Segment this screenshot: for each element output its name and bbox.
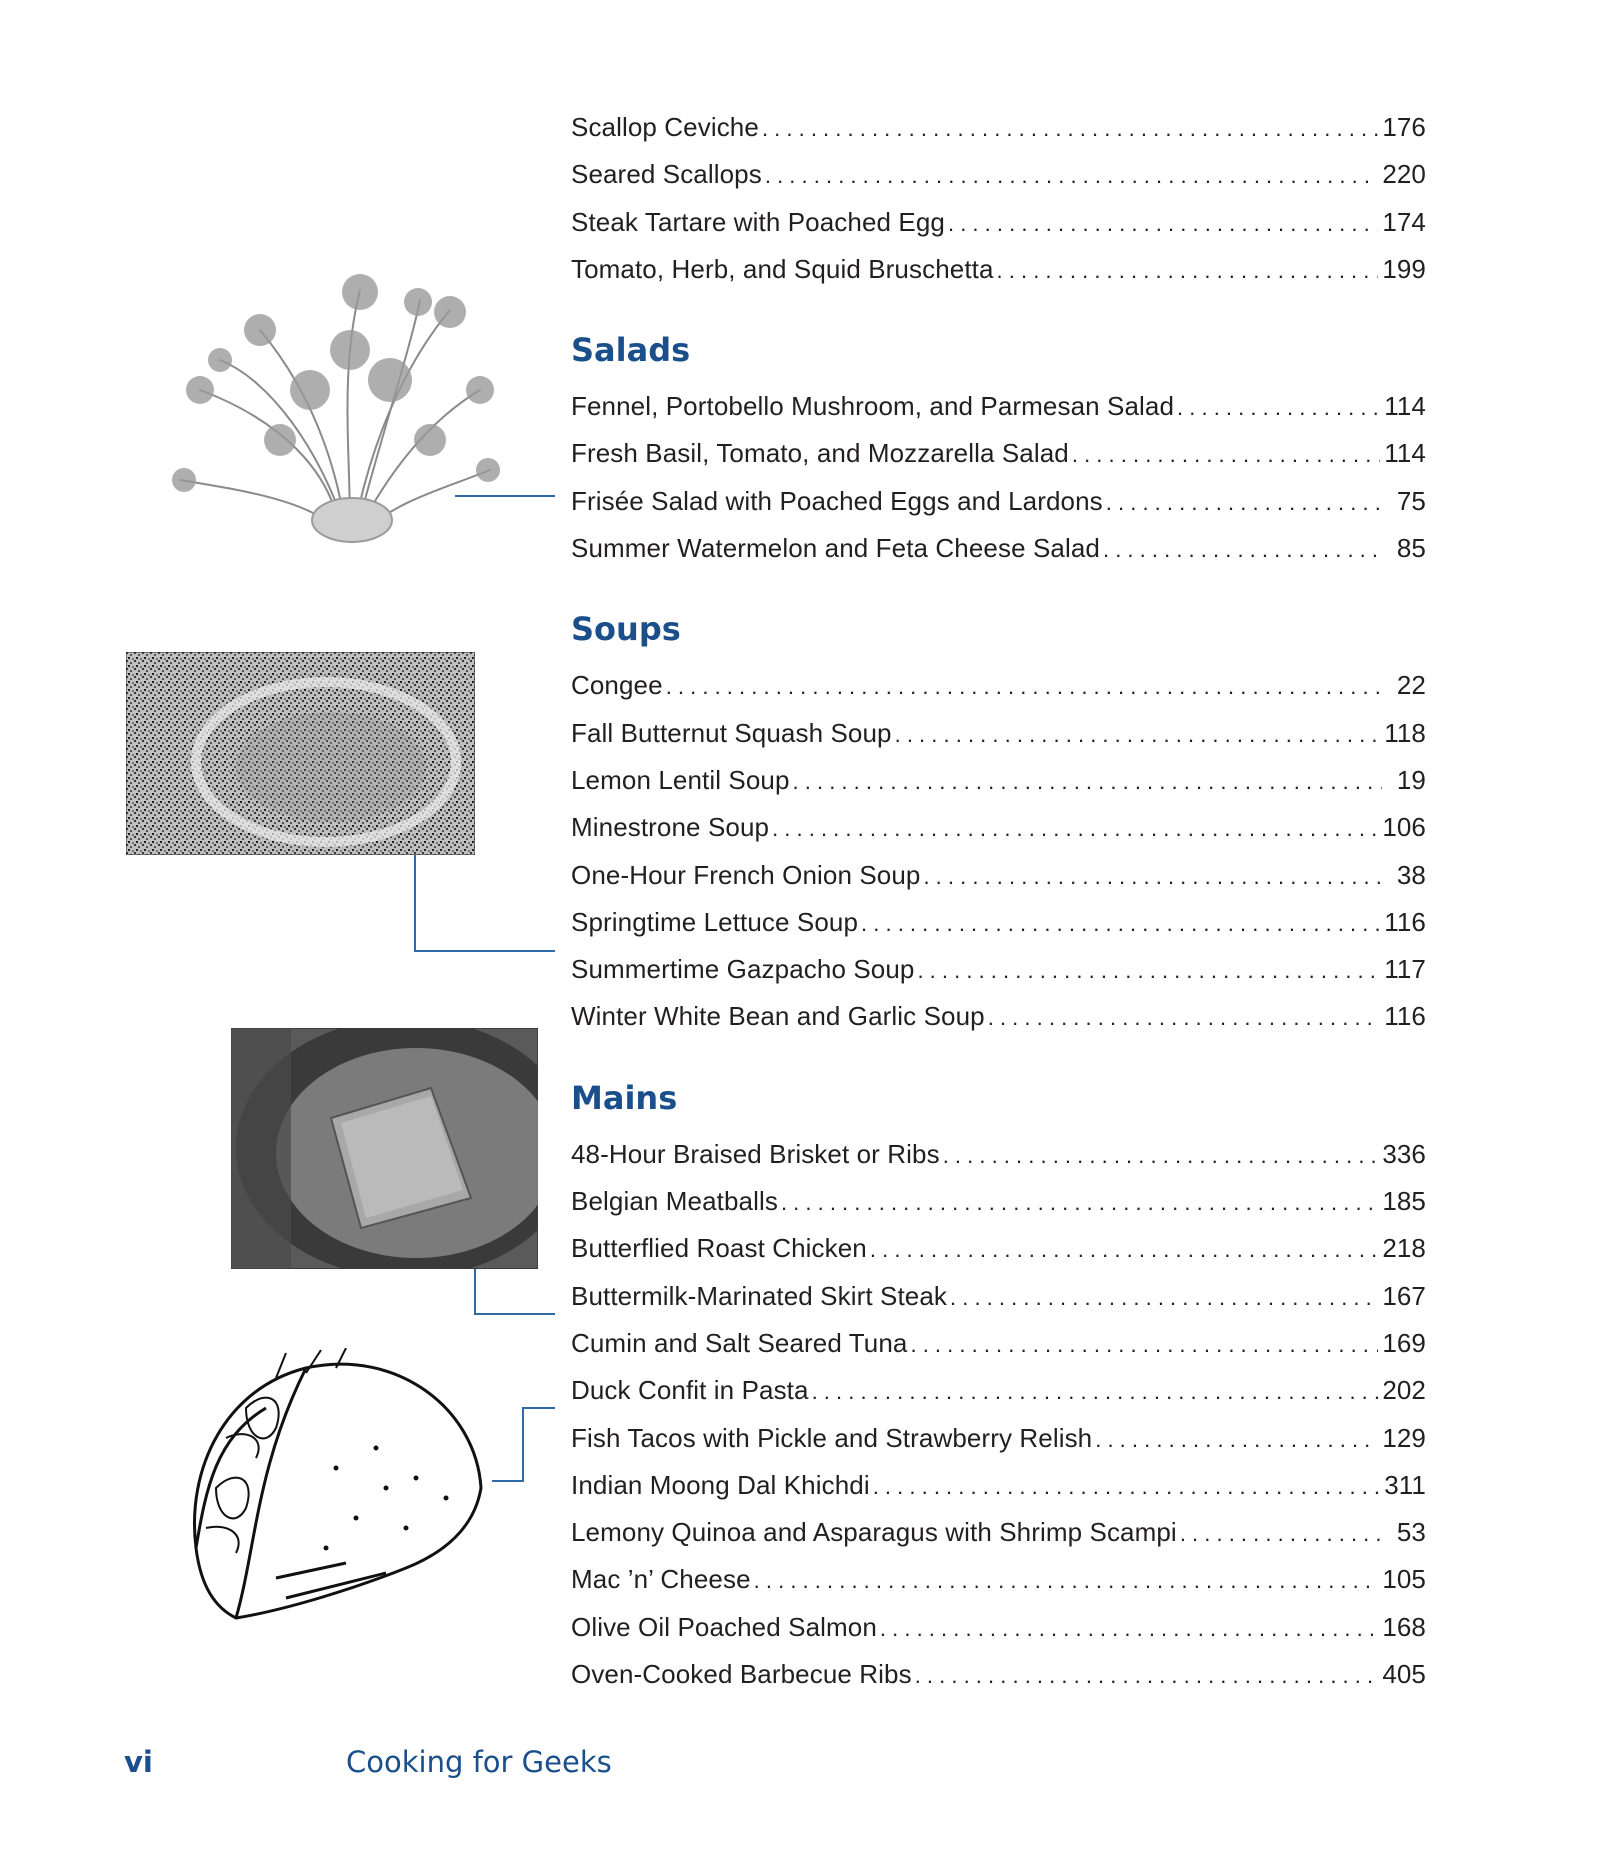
toc-entry[interactable] — [571, 860, 1426, 907]
toc-entry[interactable] — [571, 207, 1426, 254]
toc-entry-page-number: 129 — [1382, 1422, 1426, 1453]
toc-entry[interactable] — [571, 254, 1426, 301]
soup-connector-horizontal — [414, 950, 555, 952]
toc-entry-title: Belgian Meatballs — [571, 1186, 778, 1217]
toc-entry[interactable] — [571, 1517, 1426, 1564]
toc-entry[interactable] — [571, 1564, 1426, 1611]
toc-entry[interactable] — [571, 670, 1426, 717]
dot-leader — [1180, 1521, 1382, 1547]
toc-entry-title: Butterflied Roast Chicken — [571, 1233, 867, 1264]
dot-leader — [917, 958, 1380, 984]
toc-entry-title: Congee — [571, 670, 663, 701]
toc-entry-page-number: 176 — [1382, 112, 1426, 142]
dot-leader — [1072, 442, 1380, 468]
toc-entry[interactable] — [571, 391, 1426, 438]
running-footer-book-title: Cooking for Geeks — [346, 1745, 612, 1779]
top-entries — [571, 112, 1426, 301]
toc-entry-title: Fresh Basil, Tomato, and Mozzarella Salad — [571, 438, 1069, 469]
mains-entries — [571, 1139, 1426, 1707]
toc-entry[interactable] — [571, 1612, 1426, 1659]
table-of-contents — [571, 112, 1426, 1706]
toc-entry-page-number: 22 — [1396, 670, 1426, 701]
dot-leader — [793, 769, 1382, 795]
toc-entry[interactable] — [571, 1001, 1426, 1048]
dot-leader — [895, 722, 1381, 748]
toc-entry-title: Scallop Ceviche — [571, 112, 759, 142]
soups-entries — [571, 670, 1426, 1048]
toc-entry-page-number: 85 — [1396, 533, 1426, 564]
toc-entry-title: Fennel, Portobello Mushroom, and Parmesan Salad — [571, 391, 1175, 422]
toc-entry[interactable] — [571, 533, 1426, 580]
dot-leader — [948, 211, 1378, 237]
taco-connector-vertical — [522, 1407, 524, 1480]
toc-entry-title: Summertime Gazpacho Soup — [571, 954, 915, 985]
dot-leader — [754, 1568, 1379, 1594]
toc-entry-title: Seared Scallops — [571, 159, 762, 190]
dot-leader — [923, 864, 1382, 890]
toc-entry[interactable] — [571, 812, 1426, 859]
toc-entry-title: Buttermilk-Marinated Skirt Steak — [571, 1280, 947, 1311]
toc-entry-page-number: 174 — [1382, 206, 1426, 237]
toc-entry[interactable] — [571, 1328, 1426, 1375]
toc-entry-title: Cumin and Salt Seared Tuna — [571, 1327, 908, 1358]
toc-entry[interactable] — [571, 765, 1426, 812]
toc-entry-page-number: 117 — [1384, 954, 1426, 985]
toc-entry[interactable] — [571, 718, 1426, 765]
toc-entry-title: Mac ’n’ Cheese — [571, 1564, 751, 1595]
taco-connector-horizontal-top — [522, 1407, 555, 1409]
section-heading-salads: Salads — [571, 331, 691, 370]
toc-entry-title: Oven-Cooked Barbecue Ribs — [571, 1659, 912, 1690]
dot-leader — [762, 116, 1378, 142]
dot-leader — [915, 1663, 1379, 1689]
soup-connector-vertical — [414, 855, 416, 950]
soup-bowl-photo — [126, 652, 475, 855]
dot-leader — [861, 911, 1380, 937]
toc-entry-title: Fall Butternut Squash Soup — [571, 717, 892, 748]
toc-entry-title: Steak Tartare with Poached Egg — [571, 206, 945, 237]
toc-entry-page-number: 116 — [1384, 1001, 1426, 1032]
toc-entry-page-number: 336 — [1382, 1138, 1426, 1169]
dot-leader — [772, 816, 1378, 842]
dot-leader — [988, 1005, 1381, 1031]
toc-entry-page-number: 19 — [1396, 764, 1426, 795]
toc-entry[interactable] — [571, 954, 1426, 1001]
tuna-connector-horizontal — [474, 1313, 555, 1315]
toc-entry[interactable] — [571, 1375, 1426, 1422]
dot-leader — [950, 1285, 1378, 1311]
dot-leader — [781, 1190, 1378, 1216]
dot-leader — [943, 1143, 1379, 1169]
section-heading-soups: Soups — [571, 610, 681, 649]
toc-entry-title: Summer Watermelon and Feta Cheese Salad — [571, 533, 1100, 564]
dot-leader — [1177, 395, 1380, 421]
toc-entry[interactable] — [571, 112, 1426, 159]
toc-entry-page-number: 106 — [1382, 812, 1426, 843]
toc-entry-title: 48-Hour Braised Brisket or Ribs — [571, 1138, 940, 1169]
taco-connector-horizontal-bottom — [492, 1480, 524, 1482]
salads-entries — [571, 391, 1426, 580]
toc-entry-page-number: 114 — [1384, 438, 1426, 469]
seared-tuna-pan-photo — [231, 1028, 538, 1269]
toc-entry-title: Winter White Bean and Garlic Soup — [571, 1001, 985, 1032]
toc-entry-title: Indian Moong Dal Khichdi — [571, 1469, 870, 1500]
dot-leader — [997, 258, 1379, 284]
toc-entry[interactable] — [571, 438, 1426, 485]
toc-entry-page-number: 218 — [1382, 1233, 1426, 1264]
toc-entry-page-number: 105 — [1382, 1564, 1426, 1595]
dot-leader — [1095, 1427, 1378, 1453]
toc-entry[interactable] — [571, 1423, 1426, 1470]
toc-entry-title: One-Hour French Onion Soup — [571, 859, 921, 890]
toc-entry-page-number: 168 — [1382, 1611, 1426, 1642]
toc-entry-page-number: 185 — [1382, 1186, 1426, 1217]
fish-taco-drawing — [176, 1348, 496, 1628]
toc-entry[interactable] — [571, 907, 1426, 954]
toc-entry[interactable] — [571, 159, 1426, 206]
toc-entry-page-number: 75 — [1396, 485, 1426, 516]
toc-entry-page-number: 199 — [1382, 253, 1426, 284]
toc-entry[interactable] — [571, 1281, 1426, 1328]
toc-entry-page-number: 53 — [1396, 1517, 1426, 1548]
dot-leader — [812, 1379, 1379, 1405]
toc-entry-title: Lemon Lentil Soup — [571, 764, 790, 795]
toc-entry-title: Olive Oil Poached Salmon — [571, 1611, 877, 1642]
toc-entry-page-number: 38 — [1396, 859, 1426, 890]
toc-entry-page-number: 167 — [1382, 1280, 1426, 1311]
toc-entry-title: Fish Tacos with Pickle and Strawberry Relish — [571, 1422, 1093, 1453]
toc-entry-page-number: 202 — [1382, 1375, 1426, 1406]
toc-entry-page-number: 114 — [1384, 391, 1426, 422]
toc-entry-page-number: 169 — [1382, 1327, 1426, 1358]
dot-leader — [765, 163, 1378, 189]
frisee-lettuce-photo — [160, 270, 500, 550]
toc-entry[interactable] — [571, 1139, 1426, 1186]
toc-entry[interactable] — [571, 1186, 1426, 1233]
toc-entry-title: Tomato, Herb, and Squid Bruschetta — [571, 253, 994, 284]
tuna-connector-vertical — [474, 1269, 476, 1313]
toc-entry[interactable] — [571, 1659, 1426, 1706]
dot-leader — [870, 1237, 1378, 1263]
page-number: vi — [124, 1745, 153, 1779]
dot-leader — [1103, 537, 1382, 563]
toc-entry-page-number: 220 — [1382, 159, 1426, 190]
toc-entry-page-number: 405 — [1382, 1659, 1426, 1690]
salad-connector-line — [455, 495, 555, 497]
section-heading-mains: Mains — [571, 1078, 678, 1117]
toc-entry-title: Frisée Salad with Poached Eggs and Lardons — [571, 485, 1103, 516]
toc-entry-title: Minestrone Soup — [571, 812, 770, 843]
dot-leader — [666, 674, 1382, 700]
dot-leader — [1106, 490, 1382, 516]
dot-leader — [880, 1616, 1378, 1642]
dot-leader — [910, 1332, 1378, 1358]
toc-entry[interactable] — [571, 1233, 1426, 1280]
toc-entry-title: Duck Confit in Pasta — [571, 1375, 809, 1406]
toc-entry[interactable] — [571, 486, 1426, 533]
toc-entry-page-number: 311 — [1384, 1469, 1426, 1500]
toc-entry-title: Springtime Lettuce Soup — [571, 906, 859, 937]
toc-entry-page-number: 116 — [1384, 906, 1426, 937]
toc-entry-title: Lemony Quinoa and Asparagus with Shrimp Scampi — [571, 1517, 1177, 1548]
toc-entry[interactable] — [571, 1470, 1426, 1517]
toc-entry-page-number: 118 — [1384, 717, 1426, 748]
dot-leader — [873, 1474, 1381, 1500]
